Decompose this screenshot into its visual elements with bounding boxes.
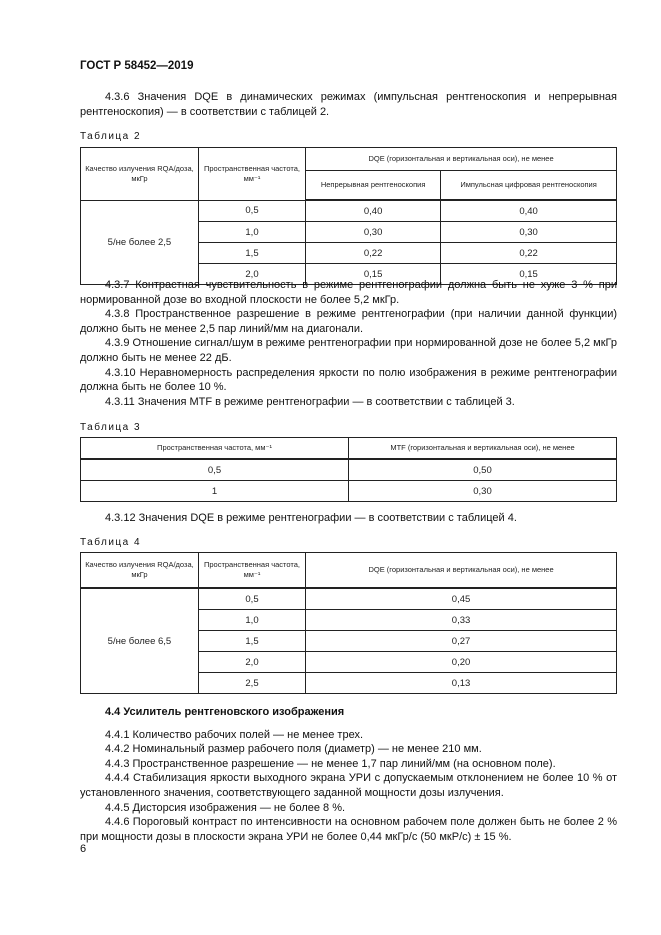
table-cell: 0,30 [349, 481, 617, 502]
paragraph: 4.3.11 Значения MTF в режиме рентгенографии — в соответствии с таблицей 3. [105, 395, 515, 408]
table-cell: 0,30 [441, 222, 617, 243]
table-cell: 2,5 [198, 673, 305, 694]
paragraph: 4.4.1 Количество рабочих полей — не менее трех. [105, 728, 364, 741]
document-header: ГОСТ Р 58452—2019 [80, 60, 194, 72]
table-cell: 1,0 [198, 610, 305, 631]
table-cell: 0,33 [306, 610, 617, 631]
paragraph-4-3-12: 4.3.12 Значения DQE в режиме рентгенографии — в соответствии с таблицей 4. [105, 512, 517, 524]
table-cell: 0,5 [81, 459, 349, 481]
table-cell: 0,5 [198, 588, 305, 610]
header-cell: Пространственная частота, мм⁻¹ [198, 553, 305, 589]
table-cell: 0,22 [441, 243, 617, 264]
page-number: 6 [80, 843, 87, 855]
paragraph: 4.3.10 Неравномерность распределения яркости по полю изображения в режиме рентгенографии должна быть не более 10 %. [80, 366, 617, 394]
table-2-caption: Таблица 2 [80, 131, 142, 142]
header-cell: Импульсная цифровая рентгеноскопия [441, 171, 617, 201]
table-4-caption: Таблица 4 [80, 537, 142, 548]
table-cell: 5/не более 2,5 [81, 200, 199, 285]
table-cell: 0,40 [306, 200, 441, 222]
table-row [81, 200, 617, 222]
table-cell: 0,20 [306, 652, 617, 673]
table-row [81, 588, 617, 610]
section-4-4 [80, 705, 617, 844]
paragraph: 4.4.2 Номинальный размер рабочего поля (диаметр) — не менее 210 мм. [105, 743, 482, 756]
paragraph: 4.4.3 Пространственное разрешение — не менее 1,7 пар линий/мм (на основном поле). [105, 757, 556, 770]
table-cell: 0,27 [306, 631, 617, 652]
paragraph: 4.3.7 Контрастная чувствительность в режиме рентгенографии должна быть не хуже 3 % при нормированной дозе во входной плоскости не более 5,2 мкГр. [80, 279, 617, 306]
header-cell: Непрерывная рентгеноскопия [306, 171, 441, 201]
table-row [81, 481, 617, 502]
paragraphs-4-3-7-to-4-3-11 [80, 278, 617, 409]
table-cell: 2,0 [198, 652, 305, 673]
header-cell: MTF (горизонтальная и вертикальная оси), не менее [349, 438, 617, 460]
table-cell: 0,45 [306, 588, 617, 610]
paragraph: 4.3.8 Пространственное разрешение в режиме рентгенографии (при наличии данной функции) должно быть не менее 2,5 пар линий/мм на диагонали. [80, 308, 617, 335]
table-cell: 1,5 [198, 243, 305, 264]
paragraph: 4.4.4 Стабилизация яркости выходного экрана УРИ с допускаемым отклонением не более 10 % от установленного значения, соответствующего заданной мощности дозы излучения. [80, 772, 617, 799]
header-cell: Качество излучения RQA/доза, мкГр [81, 553, 199, 589]
table-cell: 5/не более 6,5 [81, 588, 199, 694]
section-heading: 4.4 Усилитель рентгеновского изображения [105, 706, 345, 718]
table-4 [80, 552, 617, 694]
paragraph: 4.4.5 Дисторсия изображения — не более 8 %. [105, 801, 346, 814]
paragraph: 4.3.9 Отношение сигнал/шум в режиме рентгенографии при нормированной дозе не более 5,2 мкГр должно быть не менее 22 дБ. [80, 337, 617, 364]
table-cell: 0,5 [198, 200, 305, 222]
table-cell: 0,15 [441, 264, 617, 285]
header-cell: Пространственная частота, мм⁻¹ [198, 148, 305, 201]
table-cell: 0,22 [306, 243, 441, 264]
header-cell: Качество излучения RQA/доза, мкГр [81, 148, 199, 201]
header-cell: DQE (горизонтальная и вертикальная оси), не менее [306, 148, 617, 171]
paragraph: 4.4.6 Пороговый контраст по интенсивности на основном рабочем поле должен быть не более 2 % при мощности дозы в плоскости экрана УРИ не более 0,44 мкГр/с (50 мкР/с) ± 15 %. [80, 816, 617, 843]
table-row [81, 459, 617, 481]
table-2 [80, 147, 617, 285]
paragraph-4-3-6: 4.3.6 Значения DQE в динамических режимах (импульсная рентгеноскопия и непрерывная рентгеноскопия) — в соответствии с таблицей 2. [80, 91, 617, 118]
table-cell: 0,13 [306, 673, 617, 694]
table-cell: 0,15 [306, 264, 441, 285]
table-3-caption: Таблица 3 [80, 422, 142, 433]
table-cell: 1 [81, 481, 349, 502]
table-cell: 0,40 [441, 200, 617, 222]
table-cell: 2,0 [198, 264, 305, 285]
header-cell: Пространственная частота, мм⁻¹ [81, 438, 349, 460]
table-cell: 0,50 [349, 459, 617, 481]
table-cell: 0,30 [306, 222, 441, 243]
table-cell: 1,0 [198, 222, 305, 243]
table-cell: 1,5 [198, 631, 305, 652]
table-3 [80, 437, 617, 502]
header-cell: DQE (горизонтальная и вертикальная оси), не менее [306, 553, 617, 589]
